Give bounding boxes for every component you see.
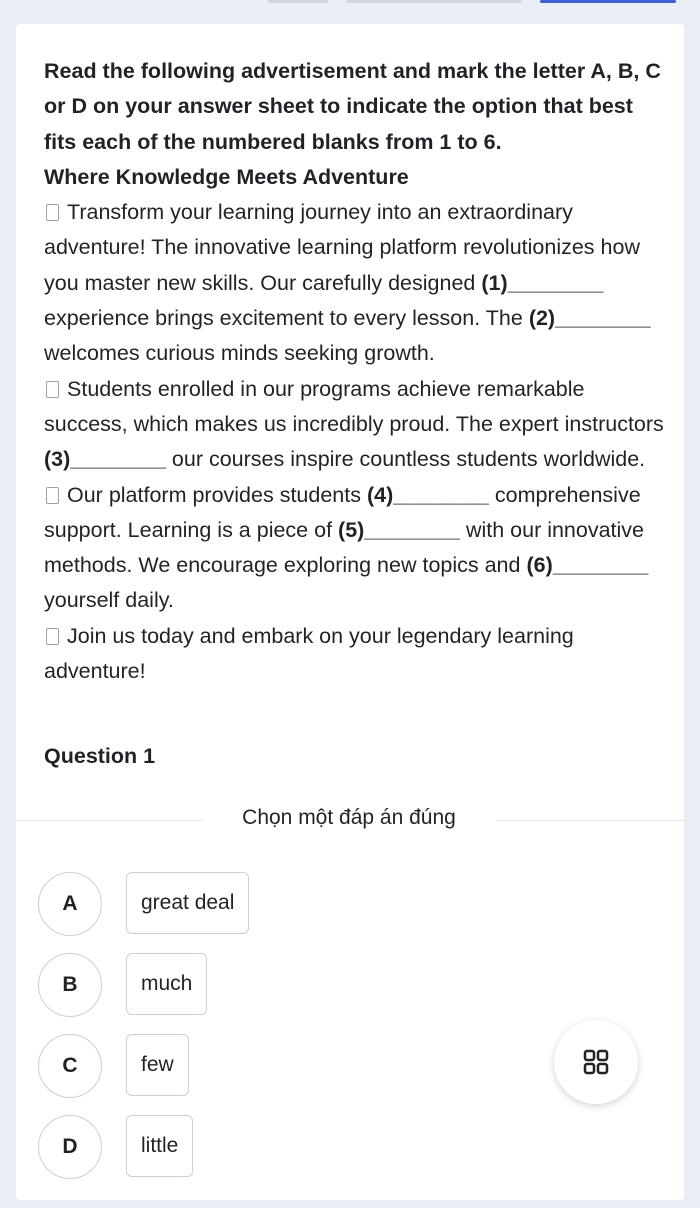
passage [44,54,664,689]
paragraph-2 [44,372,664,478]
progress-segment-active [540,0,676,3]
option-text-box[interactable]: much [126,953,207,1015]
question-label: Question 1 [44,744,156,768]
divider-line [496,820,684,821]
progress-segment [346,0,522,3]
paragraph-text: yourself daily. [44,588,174,613]
paragraph-text: Join us today and embark on your legendary learning adventure! [44,623,574,684]
option-letter-circle[interactable]: B [38,953,102,1017]
instruction-text: Read the following advertisement and mark the letter A, B, C or D on your answer sheet to indicate the option that best fits each of the numbered blanks from 1 to 6. [44,59,661,154]
option-letter-circle[interactable]: A [38,872,102,936]
blank-1: (1)________ [481,270,604,295]
answer-prompt-divider [16,804,684,836]
blank-5: (5)________ [338,517,460,542]
paragraph-text: Students enrolled in our programs achieve remarkable success, which makes us incredibly proud. The expert instructors [44,376,664,436]
paragraph-text: Transform your learning journey into an extraordinary adventure! The innovative learning platform revolutionizes how you master new skills. Our carefully designed [44,200,640,295]
placeholder-box-icon [46,628,59,645]
option-letter-circle[interactable]: C [38,1034,102,1098]
placeholder-box-icon [46,204,59,221]
option-b[interactable] [16,951,684,1021]
option-text-box[interactable]: great deal [126,872,249,934]
option-text-box[interactable]: few [126,1034,189,1096]
paragraph-text: Our platform provides students [67,482,367,507]
blank-3: (3)________ [44,447,166,472]
paragraph-text: welcomes curious minds seeking growth. [44,341,435,366]
top-progress-bar [0,0,700,24]
placeholder-box-icon [46,487,59,504]
divider-line [16,820,202,821]
paragraph-text: our courses inspire countless students worldwide. [165,447,646,472]
paragraph-3 [44,478,664,619]
option-d[interactable] [16,1113,684,1183]
option-letter-circle[interactable]: D [38,1115,102,1179]
blank-6: (6)________ [526,553,649,578]
progress-segment [268,0,328,3]
paragraph-text: comprehensive support. Learning is a piece of [44,482,641,542]
question-grid-button[interactable] [554,1020,638,1104]
paragraph-text: experience brings excitement to every lesson. The [44,306,529,331]
answer-prompt: Chọn một đáp án đúng [242,806,456,829]
paragraph-1 [44,195,664,371]
grid-icon [580,1046,612,1078]
blank-2: (2)________ [528,306,651,331]
option-text-box[interactable]: little [126,1115,193,1177]
paragraph-text: with our innovative methods. We encourage exploring new topics and [44,517,645,578]
blank-4: (4)________ [366,482,489,507]
option-a[interactable] [16,870,684,940]
placeholder-box-icon [46,381,59,398]
advertisement-title: Where Knowledge Meets Adventure [44,164,409,189]
paragraph-4 [44,619,664,690]
